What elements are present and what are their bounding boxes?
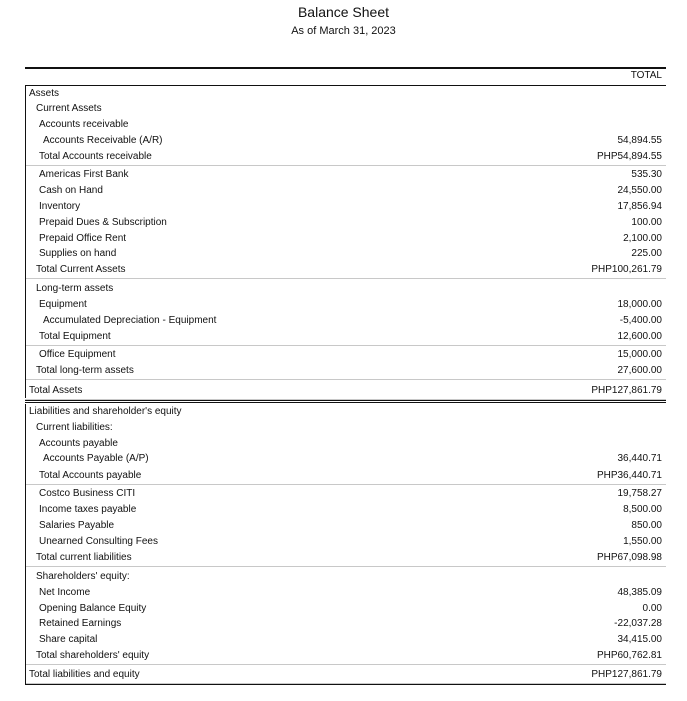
row-label: Prepaid Dues & Subscription [39,217,167,228]
row-amount: PHP54,894.55 [596,151,662,162]
row-amount: PHP60,762.81 [596,650,662,661]
row-label: Equipment [39,299,87,310]
total-row [25,648,666,665]
account-row [25,297,666,313]
total-row [25,468,666,485]
row-amount: 850.00 [631,520,662,531]
total-row [25,383,666,400]
row-amount: 8,500.00 [623,504,662,515]
row-amount: 2,100.00 [623,233,662,244]
row-label: Inventory [39,201,81,212]
row-amount: 24,550.00 [617,185,662,196]
row-label: Total Accounts receivable [39,151,152,162]
report-bottom-rule [25,684,666,685]
section-header-row [25,281,666,297]
total-row [25,363,666,380]
account-row [25,486,666,502]
account-row [25,231,666,247]
row-amount: 12,600.00 [617,331,662,342]
row-label: Current liabilities: [36,422,113,433]
row-amount: -22,037.28 [614,618,662,629]
row-label: Total shareholders' equity [36,650,150,661]
total-row [25,667,666,684]
row-label: Assets [29,88,60,99]
row-label: Accounts Payable (A/P) [43,453,149,464]
account-row [25,167,666,183]
row-label: Accounts Receivable (A/R) [43,135,163,146]
total-row [25,550,666,567]
row-label: Net Income [39,587,91,598]
account-row [25,313,666,329]
row-amount: 0.00 [642,603,662,614]
section-header-row [25,117,666,133]
report-subtitle: As of March 31, 2023 [291,25,396,37]
account-row [25,347,666,363]
row-label: Accounts receivable [39,119,129,130]
row-amount: 19,758.27 [617,488,662,499]
row-amount: 225.00 [631,248,662,259]
row-label: Prepaid Office Rent [39,233,127,244]
row-label: Opening Balance Equity [39,603,147,614]
row-label: Liabilities and shareholder's equity [29,406,182,417]
row-label: Total current liabilities [36,552,132,563]
row-label: Office Equipment [39,349,116,360]
row-label: Costco Business CITI [39,488,136,499]
section-header-row [25,569,666,585]
account-row [25,601,666,617]
total-row [25,262,666,279]
account-row [25,133,666,149]
row-label: Retained Earnings [39,618,122,629]
account-row [25,534,666,550]
row-label: Total Accounts payable [39,470,142,481]
row-label: Salaries Payable [39,520,115,531]
row-label: Total Equipment [39,331,111,342]
account-row [25,183,666,199]
row-amount: PHP100,261.79 [591,264,662,275]
account-row [25,632,666,648]
row-label: Shareholders' equity: [36,571,130,582]
account-row [25,451,666,467]
row-label: Total liabilities and equity [29,669,140,680]
row-amount: 535.30 [631,169,662,180]
row-label: Americas First Bank [39,169,129,180]
row-label: Long-term assets [36,283,114,294]
account-row [25,246,666,262]
row-amount: 100.00 [631,217,662,228]
row-label: Total Current Assets [36,264,126,275]
row-label: Unearned Consulting Fees [39,536,158,547]
row-amount: -5,400.00 [619,315,662,326]
row-label: Total Assets [29,385,83,396]
row-label: Accumulated Depreciation - Equipment [43,315,217,326]
section-header-row [25,86,666,102]
row-label: Share capital [39,634,98,645]
section-header-row [25,404,666,420]
total-row [25,149,666,166]
row-label: Supplies on hand [39,248,117,259]
total-row [25,329,666,346]
row-amount: 27,600.00 [617,365,662,376]
account-row [25,502,666,518]
account-row [25,199,666,215]
row-label: Income taxes payable [39,504,137,515]
account-row [25,616,666,632]
row-amount: 1,550.00 [623,536,662,547]
row-amount: 15,000.00 [617,349,662,360]
row-amount: 17,856.94 [617,201,662,212]
account-row [25,585,666,601]
row-amount: PHP127,861.79 [591,669,662,680]
row-label: Cash on Hand [39,185,103,196]
row-label: Accounts payable [39,438,118,449]
row-amount: 48,385.09 [617,587,662,598]
report-title: Balance Sheet [297,4,390,20]
row-label: Current Assets [36,103,102,114]
total-column-header: TOTAL [630,70,662,81]
row-amount: 36,440.71 [617,453,662,464]
row-amount: PHP36,440.71 [596,470,662,481]
account-row [25,215,666,231]
row-amount: PHP127,861.79 [591,385,662,396]
row-amount: 54,894.55 [617,135,662,146]
section-header-row [25,420,666,436]
section-left-border [25,404,26,684]
row-amount: PHP67,098.98 [596,552,662,563]
total-assets-rule [25,400,666,403]
row-amount: 34,415.00 [617,634,662,645]
row-label: Total long-term assets [36,365,134,376]
header-top-rule [25,67,666,69]
row-amount: 18,000.00 [617,299,662,310]
section-header-row [25,436,666,452]
section-left-border [25,86,26,398]
account-row [25,518,666,534]
section-header-row [25,101,666,117]
